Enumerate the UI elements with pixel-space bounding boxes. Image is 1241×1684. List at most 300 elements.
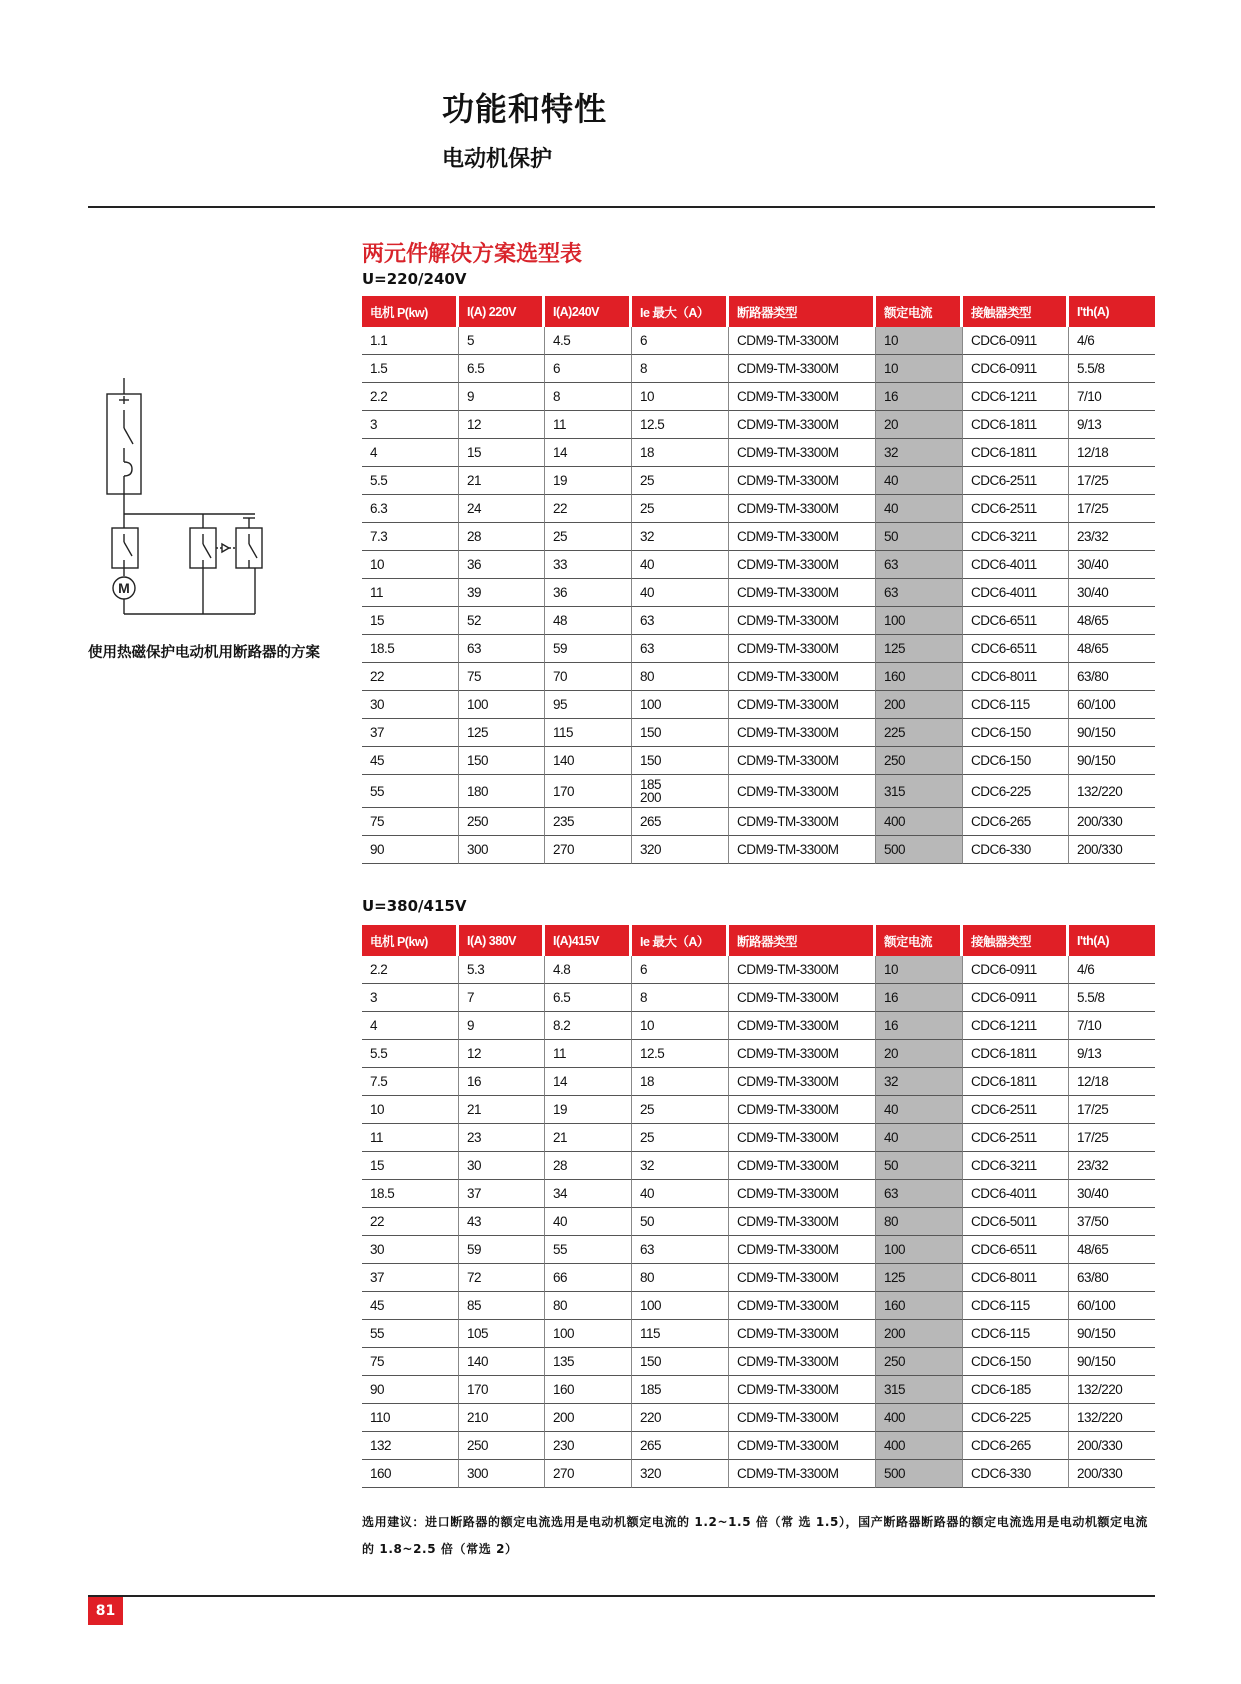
table-cell: 9/13 [1069,1040,1155,1068]
table-cell: 185 [632,1376,729,1404]
table-cell: 7 [459,984,545,1012]
table-cell: 100 [632,691,729,719]
table-cell: 14 [545,439,632,467]
table-row [362,1236,1155,1264]
table-cell: 19 [545,467,632,495]
column-header: I'th(A) [1069,296,1155,327]
table-cell: 300 [459,836,545,864]
table-cell: 5.3 [459,956,545,984]
table-cell: CDM9-TM-3300M [729,411,876,439]
table-cell: 36 [545,579,632,607]
table-cell: 33 [545,551,632,579]
table-cell: 100 [545,1320,632,1348]
table-cell: 100 [459,691,545,719]
selection-table-220v [362,296,1155,864]
table-cell: CDM9-TM-3300M [729,635,876,663]
table-cell: 160 [545,1376,632,1404]
table-cell: 34 [545,1180,632,1208]
table-cell: 11 [545,1040,632,1068]
table-row [362,1152,1155,1180]
table-cell: 8.2 [545,1012,632,1040]
table-cell: 6 [632,327,729,355]
table-cell: 5.5/8 [1069,984,1155,1012]
table-cell: 25 [632,1124,729,1152]
table-cell: CDC6-0911 [963,327,1069,355]
table-cell: 55 [362,1320,459,1348]
table-row [362,1404,1155,1432]
table-cell: 48/65 [1069,635,1155,663]
table-cell: 140 [459,1348,545,1376]
table-cell: 30/40 [1069,1180,1155,1208]
table-cell: 22 [545,495,632,523]
table-cell: 250 [876,1348,963,1376]
table-cell: CDC6-115 [963,1320,1069,1348]
table-cell: 15 [459,439,545,467]
table-cell: 230 [545,1432,632,1460]
table-cell: 80 [632,1264,729,1292]
table-cell: 63 [876,551,963,579]
table-cell: 37 [459,1180,545,1208]
table-row [362,1180,1155,1208]
table-row [362,1376,1155,1404]
table-cell: 23 [459,1124,545,1152]
table-cell: CDM9-TM-3300M [729,808,876,836]
table-cell: CDC6-2511 [963,1096,1069,1124]
table-cell: 150 [632,747,729,775]
table-cell: CDC6-4011 [963,551,1069,579]
table-cell: CDM9-TM-3300M [729,719,876,747]
table-cell: 500 [876,836,963,864]
cell-line: 200 [640,790,662,805]
column-header: I(A) 380V [459,925,545,956]
table-cell: 90/150 [1069,1320,1155,1348]
table-cell: 60/100 [1069,691,1155,719]
table-cell: 63/80 [1069,1264,1155,1292]
table-cell: 90/150 [1069,1348,1155,1376]
table-cell: 105 [459,1320,545,1348]
table-cell: CDC6-6511 [963,607,1069,635]
table-cell: 320 [632,1460,729,1488]
table-cell: 200 [545,1404,632,1432]
table-row [362,1040,1155,1068]
table-cell: 21 [459,1096,545,1124]
column-header: I(A)415V [545,925,632,956]
table-cell: 210 [459,1404,545,1432]
table-cell: 63 [632,1236,729,1264]
table-row [362,663,1155,691]
table-body [362,956,1155,1488]
table-cell: CDC6-330 [963,836,1069,864]
table-cell: CDM9-TM-3300M [729,1208,876,1236]
table-cell: 90 [362,1376,459,1404]
table-cell: CDC6-1811 [963,1040,1069,1068]
table-cell: 7.5 [362,1068,459,1096]
table-header-row [362,296,1155,327]
table-cell: 4 [362,439,459,467]
table-cell: CDM9-TM-3300M [729,1180,876,1208]
table-cell: 4.5 [545,327,632,355]
table-cell: 4.8 [545,956,632,984]
table-cell: 6.3 [362,495,459,523]
table-cell: 4/6 [1069,956,1155,984]
table-cell: 63 [632,635,729,663]
table-cell: 24 [459,495,545,523]
table-cell: 7.3 [362,523,459,551]
table-cell: CDM9-TM-3300M [729,1320,876,1348]
table-row [362,523,1155,551]
column-header: I'th(A) [1069,925,1155,956]
table-cell: 3 [362,984,459,1012]
table-cell: 200/330 [1069,836,1155,864]
table-cell: 225 [876,719,963,747]
table-cell: 265 [632,1432,729,1460]
table-body [362,327,1155,864]
column-header: Ie 最大（A） [632,296,729,327]
table-cell: CDC6-5011 [963,1208,1069,1236]
table-cell: 63/80 [1069,663,1155,691]
diagram-caption: 使用热磁保护电动机用断路器的方案 [88,645,320,661]
table-cell: 12/18 [1069,1068,1155,1096]
table-cell: CDC6-0911 [963,355,1069,383]
table-cell: CDC6-225 [963,775,1069,808]
table-cell: 250 [459,808,545,836]
table-cell: 80 [876,1208,963,1236]
table-cell: 32 [876,1068,963,1096]
table-cell: 132/220 [1069,1376,1155,1404]
table-cell: 60/100 [1069,1292,1155,1320]
table-cell: 75 [362,1348,459,1376]
table-cell: 15 [362,607,459,635]
table-cell: 16 [876,984,963,1012]
table-cell: 17/25 [1069,495,1155,523]
table-cell: CDM9-TM-3300M [729,355,876,383]
table-cell: 135 [545,1348,632,1376]
table-header-row [362,925,1155,956]
table-row [362,808,1155,836]
table-cell: 95 [545,691,632,719]
column-header: 电机 P(kw) [362,296,459,327]
table-cell: CDM9-TM-3300M [729,1292,876,1320]
table-cell: 66 [545,1264,632,1292]
table-cell: 17/25 [1069,467,1155,495]
table-cell: 160 [876,1292,963,1320]
table-cell: CDM9-TM-3300M [729,1460,876,1488]
table-cell: 18 [632,439,729,467]
table-cell: CDM9-TM-3300M [729,1012,876,1040]
column-header: Ie 最大（A） [632,925,729,956]
table-cell: 90 [362,836,459,864]
table-cell: 25 [632,1096,729,1124]
table-cell: CDC6-0911 [963,984,1069,1012]
table-cell: 9 [459,1012,545,1040]
table-row [362,1096,1155,1124]
table-cell: 110 [362,1404,459,1432]
table-cell: CDC6-1811 [963,411,1069,439]
table-cell: 2.2 [362,956,459,984]
table-cell: CDC6-0911 [963,956,1069,984]
table-cell: 19 [545,1096,632,1124]
table-cell: 100 [876,607,963,635]
table-cell: 10 [632,1012,729,1040]
table-cell: CDC6-330 [963,1460,1069,1488]
table-cell: 22 [362,663,459,691]
table-cell: 50 [876,1152,963,1180]
table-cell: 140 [545,747,632,775]
table-cell: 6 [632,956,729,984]
table-cell: CDM9-TM-3300M [729,579,876,607]
table-row [362,551,1155,579]
table-cell: 10 [632,383,729,411]
table-cell: 48/65 [1069,1236,1155,1264]
table-cell: 100 [632,1292,729,1320]
table-cell: 200 [876,1320,963,1348]
table-cell: 220 [632,1404,729,1432]
table-cell: 125 [876,635,963,663]
table-cell: 21 [459,467,545,495]
table-cell: CDM9-TM-3300M [729,836,876,864]
table-cell: 30 [362,1236,459,1264]
table-cell: 150 [632,719,729,747]
table-cell: CDM9-TM-3300M [729,1432,876,1460]
table-cell: 90/150 [1069,719,1155,747]
table-cell: 63 [876,1180,963,1208]
table-cell: 15 [362,1152,459,1180]
table-cell: CDC6-4011 [963,1180,1069,1208]
table-cell: CDM9-TM-3300M [729,775,876,808]
table-cell: 270 [545,836,632,864]
table-cell: 37 [362,719,459,747]
table-cell: 7/10 [1069,1012,1155,1040]
table-cell: 80 [545,1292,632,1320]
table-row [362,1012,1155,1040]
table-cell: 30 [362,691,459,719]
table-cell: 315 [876,775,963,808]
table-cell: 75 [362,808,459,836]
table-cell [632,775,729,808]
table-cell: 1.1 [362,327,459,355]
table-cell: 250 [876,747,963,775]
table-cell: 320 [632,836,729,864]
column-header: 电机 P(kw) [362,925,459,956]
table-row [362,1320,1155,1348]
table-cell: 30 [459,1152,545,1180]
table-cell: 400 [876,1404,963,1432]
table-cell: 1.5 [362,355,459,383]
table-cell: CDC6-8011 [963,1264,1069,1292]
table-cell: 28 [459,523,545,551]
table-cell: CDM9-TM-3300M [729,1264,876,1292]
table-cell: 200 [876,691,963,719]
table-cell: 21 [545,1124,632,1152]
table-cell: CDM9-TM-3300M [729,1040,876,1068]
table-cell: 270 [545,1460,632,1488]
table-cell: 40 [632,579,729,607]
table-cell: CDM9-TM-3300M [729,956,876,984]
table-row [362,495,1155,523]
table-cell: CDC6-185 [963,1376,1069,1404]
table-cell: CDC6-8011 [963,663,1069,691]
table-cell: 39 [459,579,545,607]
table-cell: 180 [459,775,545,808]
table-cell: 5.5/8 [1069,355,1155,383]
table-cell: CDC6-115 [963,691,1069,719]
table-cell: 55 [545,1236,632,1264]
table-cell: 160 [876,663,963,691]
table-cell: 2.2 [362,383,459,411]
table-cell: CDC6-150 [963,747,1069,775]
table-cell: 132 [362,1432,459,1460]
table-cell: 16 [876,1012,963,1040]
table-cell: CDC6-4011 [963,579,1069,607]
table-cell: CDC6-265 [963,1432,1069,1460]
table-cell: CDC6-1211 [963,383,1069,411]
table-cell: 45 [362,747,459,775]
table-cell: 115 [545,719,632,747]
table-cell: 25 [545,523,632,551]
table-cell: 32 [632,523,729,551]
table-row [362,747,1155,775]
table-cell: CDC6-115 [963,1292,1069,1320]
voltage-label-380: U=380/415V [362,897,467,915]
table-cell: 125 [876,1264,963,1292]
table-cell: CDM9-TM-3300M [729,1404,876,1432]
table-cell: CDC6-3211 [963,1152,1069,1180]
column-header: I(A) 220V [459,296,545,327]
table-cell: 50 [632,1208,729,1236]
table-cell: 20 [876,411,963,439]
table-cell: 59 [459,1236,545,1264]
table-row [362,327,1155,355]
table-cell: 160 [362,1460,459,1488]
table-cell: 80 [632,663,729,691]
table-cell: 63 [459,635,545,663]
table-cell: 18.5 [362,1180,459,1208]
column-header: I(A)240V [545,296,632,327]
table-cell: 63 [632,607,729,635]
table-cell: 10 [362,1096,459,1124]
table-cell: 40 [632,1180,729,1208]
table-cell: 115 [632,1320,729,1348]
table-cell: CDM9-TM-3300M [729,1152,876,1180]
table-cell: 8 [545,383,632,411]
table-cell: 30/40 [1069,551,1155,579]
table-cell: CDM9-TM-3300M [729,1068,876,1096]
table-cell: 48 [545,607,632,635]
column-header: 断路器类型 [729,925,876,956]
table-row [362,355,1155,383]
table-cell: 40 [876,1096,963,1124]
table-cell: CDC6-1211 [963,1012,1069,1040]
table-row [362,719,1155,747]
table-cell: 100 [876,1236,963,1264]
table-cell: CDC6-6511 [963,1236,1069,1264]
table-cell: 48/65 [1069,607,1155,635]
table-cell: 4/6 [1069,327,1155,355]
table-cell: CDM9-TM-3300M [729,467,876,495]
bottom-divider [88,1595,1155,1597]
table-cell: 28 [545,1152,632,1180]
table-cell: 10 [876,355,963,383]
table-cell: 43 [459,1208,545,1236]
table-cell: 8 [632,355,729,383]
table-cell: CDC6-1811 [963,1068,1069,1096]
top-divider [88,206,1155,208]
table-row [362,607,1155,635]
table-cell: 5.5 [362,467,459,495]
table-cell: 14 [545,1068,632,1096]
table-row [362,635,1155,663]
table-cell: 55 [362,775,459,808]
table-cell: 37/50 [1069,1208,1155,1236]
table-cell: 150 [459,747,545,775]
table-row [362,1292,1155,1320]
table-cell: 170 [459,1376,545,1404]
table-cell: 11 [362,1124,459,1152]
table-cell: 16 [876,383,963,411]
table-cell: 9/13 [1069,411,1155,439]
table-cell: CDM9-TM-3300M [729,984,876,1012]
table-cell: 12.5 [632,1040,729,1068]
table-cell: 300 [459,1460,545,1488]
table-cell: 59 [545,635,632,663]
table-cell: 72 [459,1264,545,1292]
table-cell: 85 [459,1292,545,1320]
table-cell: CDC6-3211 [963,523,1069,551]
table-cell: 20 [876,1040,963,1068]
table-cell: CDM9-TM-3300M [729,383,876,411]
table-cell: 52 [459,607,545,635]
table-cell: 10 [362,551,459,579]
table-cell: CDC6-2511 [963,495,1069,523]
table-cell: CDC6-2511 [963,467,1069,495]
table-row [362,1348,1155,1376]
voltage-label-220: U=220/240V [362,270,467,288]
table-cell: CDM9-TM-3300M [729,327,876,355]
table-cell: 12.5 [632,411,729,439]
table-row [362,411,1155,439]
table-cell: 40 [876,495,963,523]
table-cell: CDM9-TM-3300M [729,439,876,467]
table-row [362,467,1155,495]
table-cell: 12/18 [1069,439,1155,467]
selection-table-380v [362,925,1155,1488]
table-cell: CDM9-TM-3300M [729,551,876,579]
table-cell: 63 [876,579,963,607]
table-cell: 36 [459,551,545,579]
table-cell: CDC6-6511 [963,635,1069,663]
table-cell: 40 [876,467,963,495]
table-cell: CDM9-TM-3300M [729,663,876,691]
table-cell: 400 [876,1432,963,1460]
table-cell: 170 [545,775,632,808]
table-cell: 5 [459,327,545,355]
table-cell: 11 [362,579,459,607]
table-cell: 37 [362,1264,459,1292]
table-cell: 10 [876,956,963,984]
column-header: 断路器类型 [729,296,876,327]
table-row [362,1460,1155,1488]
table-cell: 6.5 [459,355,545,383]
table-row [362,1068,1155,1096]
table-cell: CDC6-2511 [963,1124,1069,1152]
table-row [362,1264,1155,1292]
table-cell: 12 [459,1040,545,1068]
table-cell: CDC6-225 [963,1404,1069,1432]
table-cell: 11 [545,411,632,439]
table-cell: CDM9-TM-3300M [729,1096,876,1124]
table-cell: 4 [362,1012,459,1040]
table-cell: CDM9-TM-3300M [729,1236,876,1264]
